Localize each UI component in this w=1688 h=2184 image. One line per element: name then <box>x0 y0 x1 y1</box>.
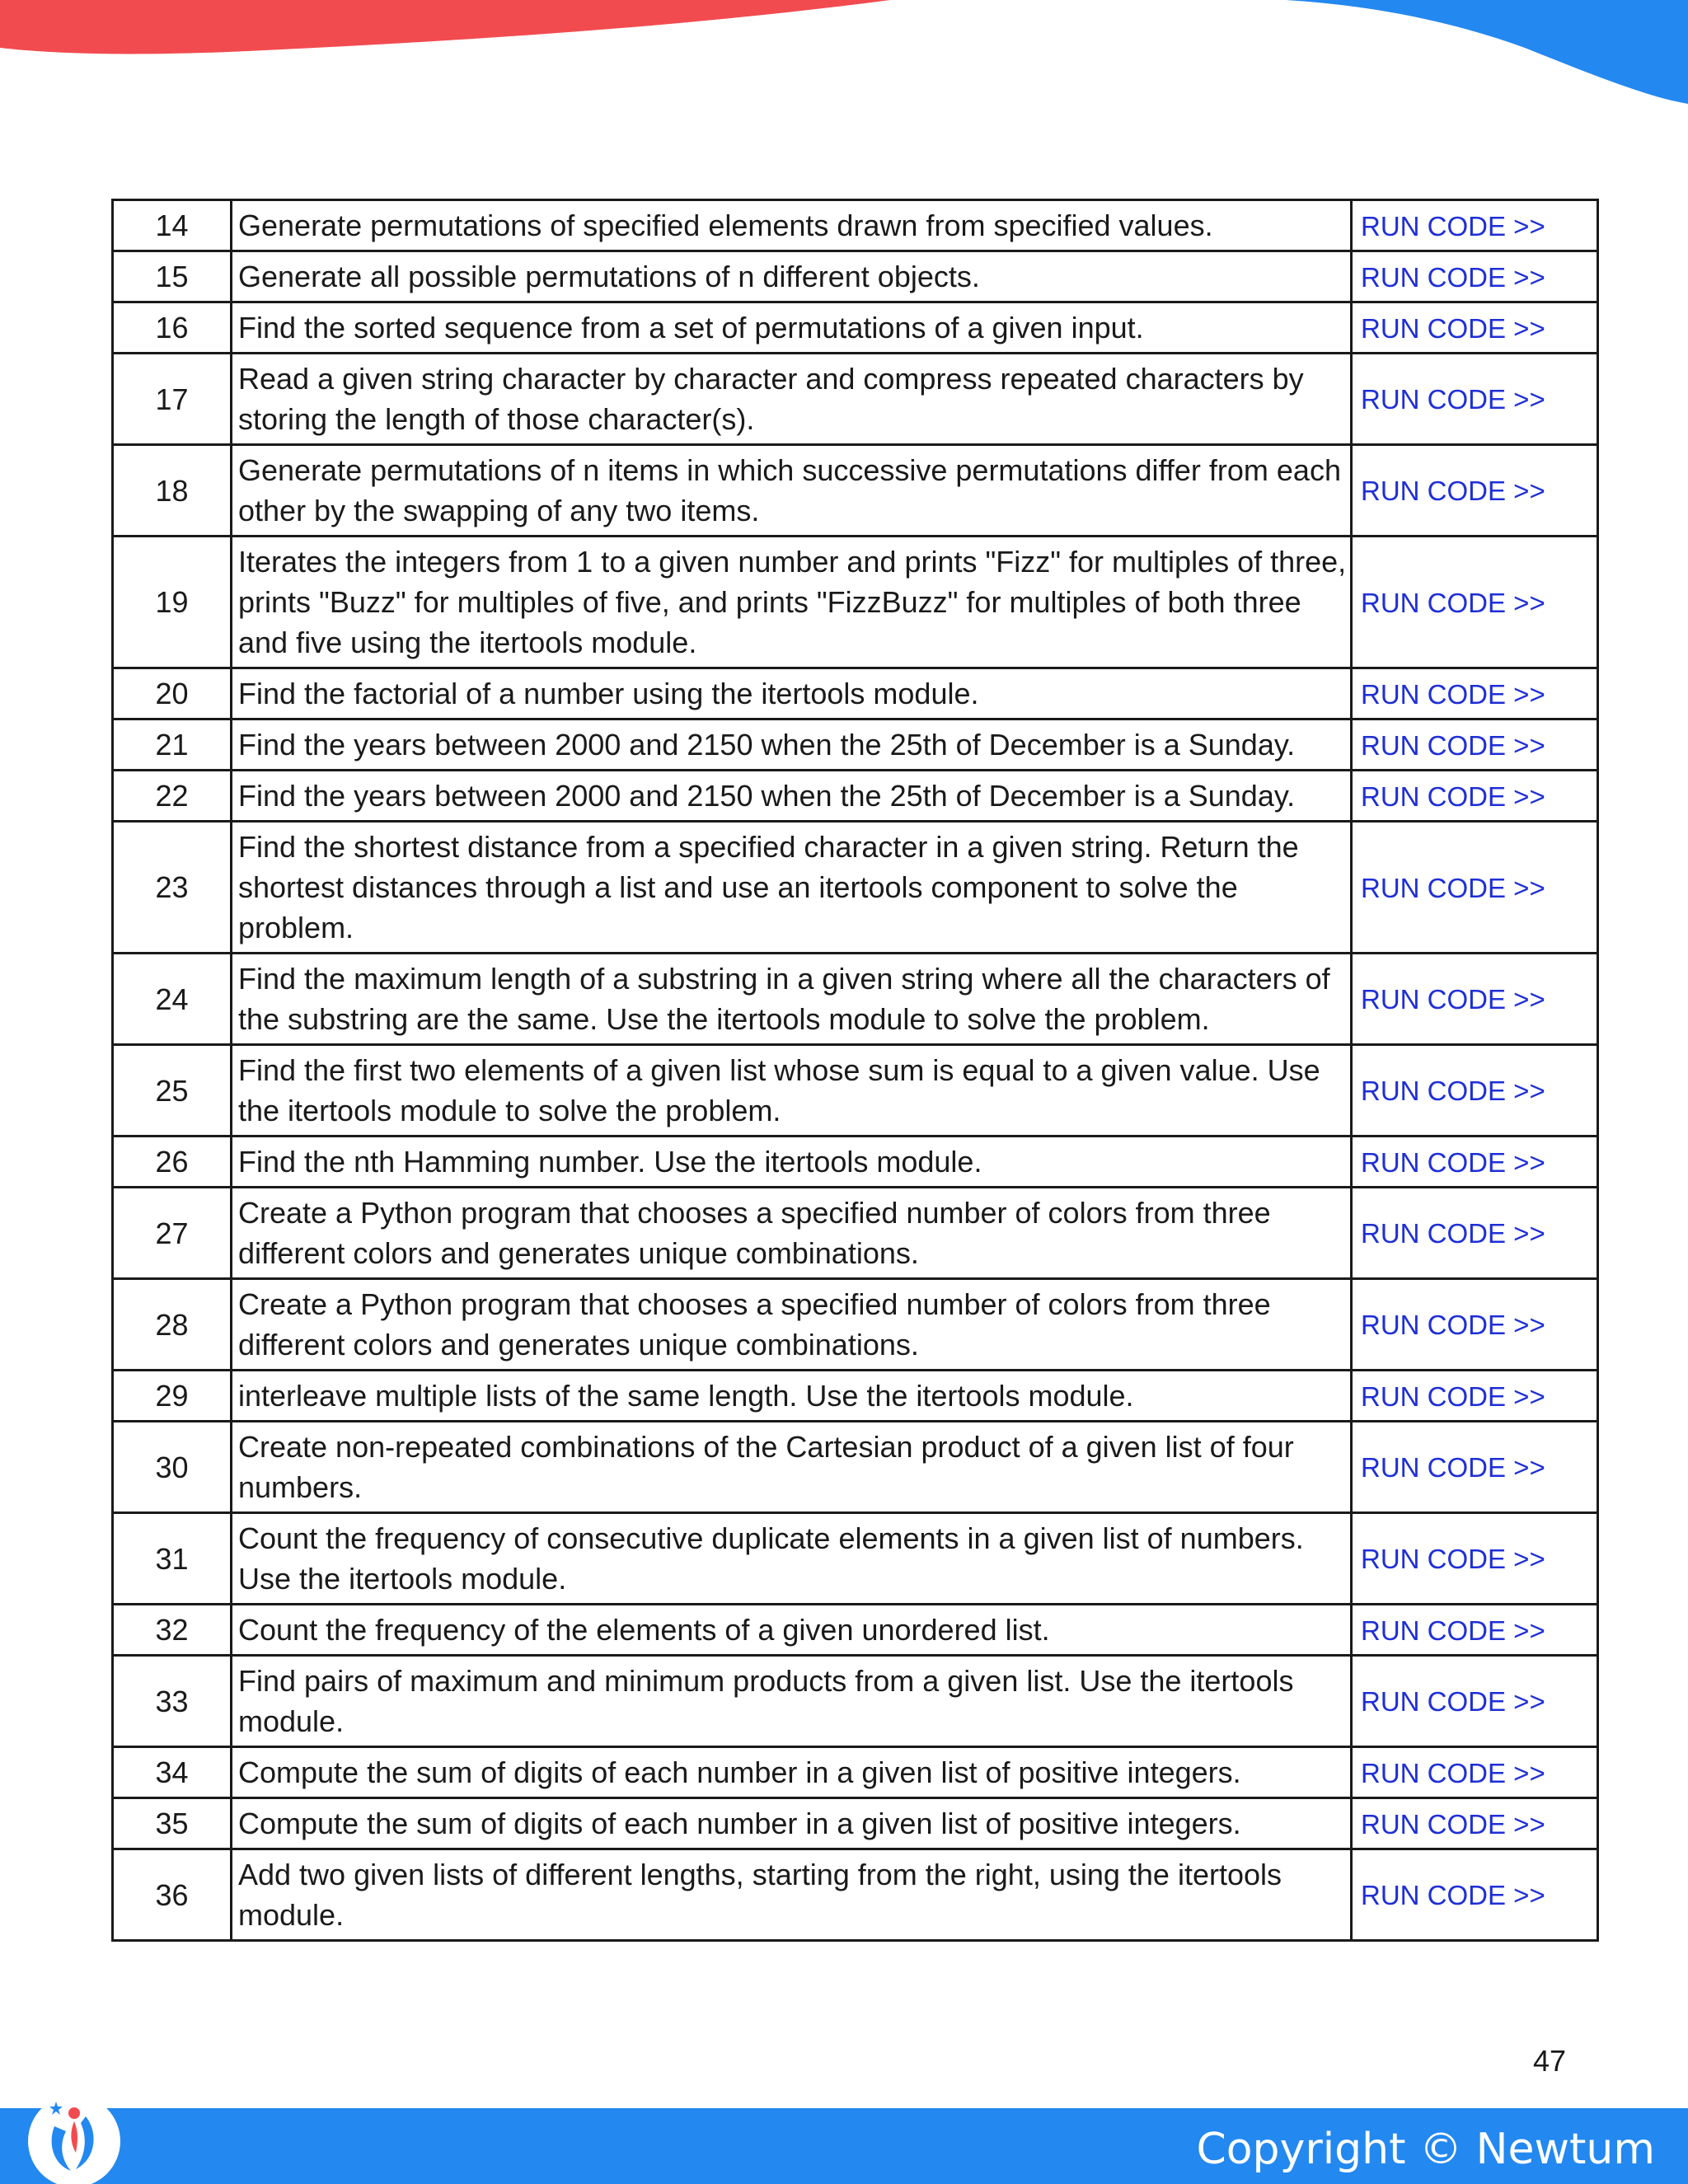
row-number: 34 <box>113 1747 232 1798</box>
run-code-cell <box>1352 200 1598 251</box>
row-description: Create a Python program that chooses a specified number of colors from three different colors and generates unique combinations. <box>232 1188 1352 1279</box>
row-number: 36 <box>113 1849 232 1941</box>
row-description: interleave multiple lists of the same length. Use the itertools module. <box>232 1371 1352 1422</box>
row-description: Find the nth Hamming number. Use the itertools module. <box>232 1137 1352 1188</box>
table-row <box>113 200 1598 251</box>
run-code-cell <box>1352 1656 1598 1747</box>
run-code-link[interactable]: RUN CODE >> <box>1361 872 1545 903</box>
run-code-link[interactable]: RUN CODE >> <box>1361 984 1545 1015</box>
run-code-cell <box>1352 822 1598 954</box>
row-description: Generate permutations of n items in which successive permutations differ from each other by the swapping of any two items. <box>232 445 1352 537</box>
row-number: 24 <box>113 954 232 1045</box>
table-row <box>113 1605 1598 1656</box>
run-code-cell <box>1352 1513 1598 1605</box>
row-description: Find the factorial of a number using the itertools module. <box>232 668 1352 719</box>
run-code-link[interactable]: RUN CODE >> <box>1361 261 1545 293</box>
run-code-cell <box>1352 1279 1598 1371</box>
table-row <box>113 354 1598 445</box>
run-code-link[interactable]: RUN CODE >> <box>1361 587 1545 618</box>
table-row <box>113 1188 1598 1279</box>
run-code-link[interactable]: RUN CODE >> <box>1361 780 1545 812</box>
row-number: 27 <box>113 1188 232 1279</box>
row-number: 25 <box>113 1045 232 1137</box>
run-code-cell <box>1352 1798 1598 1849</box>
run-code-cell <box>1352 1747 1598 1798</box>
table-row <box>113 1656 1598 1747</box>
row-number: 35 <box>113 1798 232 1849</box>
run-code-cell <box>1352 302 1598 354</box>
problem-table <box>111 199 1599 1942</box>
row-number: 17 <box>113 354 232 445</box>
table-row <box>113 1045 1598 1137</box>
table-row <box>113 1137 1598 1188</box>
run-code-cell <box>1352 354 1598 445</box>
row-description: Create a Python program that chooses a specified number of colors from three different colors and generates unique combinations. <box>232 1279 1352 1371</box>
row-description: Compute the sum of digits of each number in a given list of positive integers. <box>232 1798 1352 1849</box>
table-row <box>113 537 1598 668</box>
run-code-cell <box>1352 1188 1598 1279</box>
run-code-cell <box>1352 537 1598 668</box>
row-number: 29 <box>113 1371 232 1422</box>
run-code-link[interactable]: RUN CODE >> <box>1361 1218 1545 1249</box>
table-row <box>113 1747 1598 1798</box>
row-description: Compute the sum of digits of each number in a given list of positive integers. <box>232 1747 1352 1798</box>
run-code-cell <box>1352 1849 1598 1941</box>
row-number: 19 <box>113 537 232 668</box>
row-number: 31 <box>113 1513 232 1605</box>
run-code-link[interactable]: RUN CODE >> <box>1361 476 1545 506</box>
run-code-link[interactable]: RUN CODE >> <box>1361 729 1545 761</box>
run-code-link[interactable]: RUN CODE >> <box>1361 1808 1545 1840</box>
table-row <box>113 954 1598 1045</box>
row-description: Find the years between 2000 and 2150 when the 25th of December is a Sunday. <box>232 771 1352 822</box>
run-code-cell <box>1352 1422 1598 1513</box>
run-code-cell <box>1352 719 1598 771</box>
table-row <box>113 822 1598 954</box>
table-row <box>113 251 1598 302</box>
run-code-link[interactable]: RUN CODE >> <box>1361 1757 1545 1788</box>
table-row <box>113 1371 1598 1422</box>
table-row <box>113 668 1598 719</box>
row-description: Find pairs of maximum and minimum products from a given list. Use the itertools module. <box>232 1656 1352 1747</box>
run-code-link[interactable]: RUN CODE >> <box>1361 1076 1545 1106</box>
row-number: 22 <box>113 771 232 822</box>
row-number: 30 <box>113 1422 232 1513</box>
top-wave-decoration <box>0 0 1688 115</box>
table-row <box>113 302 1598 354</box>
row-description: Read a given string character by character and compress repeated characters by storing the length of those character(s). <box>232 354 1352 445</box>
copyright-text: Copyright © Newtum <box>1196 2125 1655 2174</box>
run-code-cell <box>1352 1371 1598 1422</box>
table-row <box>113 1798 1598 1849</box>
row-description: Count the frequency of consecutive duplicate elements in a given list of numbers. Use the itertools module. <box>232 1513 1352 1605</box>
run-code-link[interactable]: RUN CODE >> <box>1361 210 1545 241</box>
run-code-cell <box>1352 445 1598 537</box>
table-row <box>113 1422 1598 1513</box>
row-number: 16 <box>113 302 232 354</box>
row-description: Find the first two elements of a given list whose sum is equal to a given value. Use the itertools module to solve the problem. <box>232 1045 1352 1137</box>
logo-head <box>68 2107 80 2119</box>
run-code-link[interactable]: RUN CODE >> <box>1361 1544 1545 1574</box>
newtum-logo-icon <box>23 2083 125 2184</box>
row-number: 21 <box>113 719 232 771</box>
row-description: Find the shortest distance from a specified character in a given string. Return the shortest distances through a list and use an itertools component to solve the problem. <box>232 822 1352 954</box>
run-code-link[interactable]: RUN CODE >> <box>1361 678 1545 710</box>
row-number: 18 <box>113 445 232 537</box>
row-number: 32 <box>113 1605 232 1656</box>
run-code-link[interactable]: RUN CODE >> <box>1361 1146 1545 1178</box>
problem-table-body <box>113 200 1598 1941</box>
row-number: 20 <box>113 668 232 719</box>
row-description: Find the years between 2000 and 2150 when the 25th of December is a Sunday. <box>232 719 1352 771</box>
run-code-cell <box>1352 1045 1598 1137</box>
row-description: Generate permutations of specified elements drawn from specified values. <box>232 200 1352 251</box>
table-row <box>113 1513 1598 1605</box>
row-description: Find the sorted sequence from a set of permutations of a given input. <box>232 302 1352 354</box>
blue-wave-shape <box>1286 0 1688 104</box>
row-number: 14 <box>113 200 232 251</box>
row-number: 23 <box>113 822 232 954</box>
table-row <box>113 771 1598 822</box>
run-code-link[interactable]: RUN CODE >> <box>1361 312 1545 344</box>
run-code-link[interactable]: RUN CODE >> <box>1361 1686 1545 1717</box>
run-code-cell <box>1352 251 1598 302</box>
run-code-link[interactable]: RUN CODE >> <box>1361 384 1545 415</box>
row-description: Find the maximum length of a substring in a given string where all the characters of the substring are the same. Use the itertools module to solve the problem. <box>232 954 1352 1045</box>
row-number: 15 <box>113 251 232 302</box>
row-description: Iterates the integers from 1 to a given number and prints "Fizz" for multiples of three, prints "Buzz" for multiples of five, and prints "FizzBuzz" for multiples of both three and five using the itertools module. <box>232 537 1352 668</box>
run-code-cell <box>1352 954 1598 1045</box>
row-number: 26 <box>113 1137 232 1188</box>
run-code-cell <box>1352 1605 1598 1656</box>
run-code-link[interactable]: RUN CODE >> <box>1361 1615 1545 1646</box>
run-code-cell <box>1352 771 1598 822</box>
row-description: Add two given lists of different lengths, starting from the right, using the itertools module. <box>232 1849 1352 1941</box>
run-code-link[interactable]: RUN CODE >> <box>1361 1452 1545 1483</box>
table-row <box>113 1279 1598 1371</box>
run-code-cell <box>1352 1137 1598 1188</box>
row-number: 33 <box>113 1656 232 1747</box>
page-number: 47 <box>1532 2044 1566 2078</box>
table-row <box>113 719 1598 771</box>
red-wave-shape <box>0 0 890 54</box>
row-description: Count the frequency of the elements of a given unordered list. <box>232 1605 1352 1656</box>
table-row <box>113 1849 1598 1941</box>
run-code-link[interactable]: RUN CODE >> <box>1361 1380 1545 1412</box>
row-number: 28 <box>113 1279 232 1371</box>
row-description: Create non-repeated combinations of the Cartesian product of a given list of four numbers. <box>232 1422 1352 1513</box>
table-row <box>113 445 1598 537</box>
run-code-cell <box>1352 668 1598 719</box>
run-code-link[interactable]: RUN CODE >> <box>1361 1310 1545 1340</box>
row-description: Generate all possible permutations of n different objects. <box>232 251 1352 302</box>
run-code-link[interactable]: RUN CODE >> <box>1361 1880 1545 1910</box>
